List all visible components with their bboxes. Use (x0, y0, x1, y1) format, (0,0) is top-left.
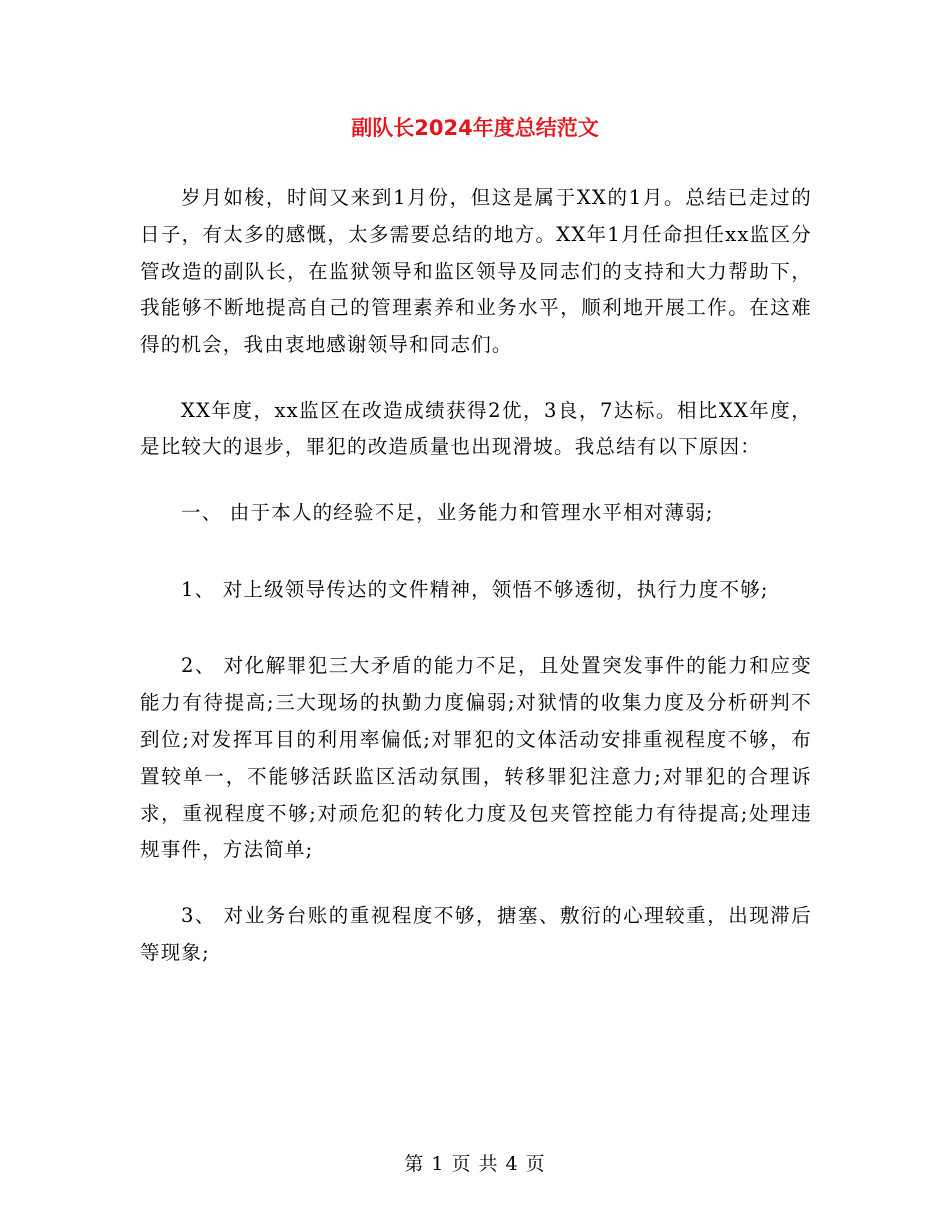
document-title: 副队长2024年度总结范文 (351, 116, 599, 140)
paragraph-reason-3: 3、 对业务台账的重视程度不够，搪塞、敷衍的心理较重，出现滞后等现象; (140, 903, 812, 964)
page-footer: 第 1 页 共 4 页 (404, 1153, 546, 1175)
document-body (140, 180, 812, 1000)
paragraph-reason-1: 1、 对上级领导传达的文件精神，领悟不够透彻，执行力度不够; (181, 577, 769, 601)
paragraph-reason-2: 2、 对化解罪犯三大矛盾的能力不足，且处置突发事件的能力和应变能力有待提高;三大现场的执勤力度偏弱;对狱情的收集力度及分析研判不到位;对发挥耳目的利用率偏低;对罪犯的文体活动安排重视程度不够，布置较单一，不能够活跃监区活动氛围，转移罪犯注意力;对罪犯的合理诉求，重视程度不够;对顽危犯的转化力度及包夹管控能力有待提高;处理违规事件，方法简单; (140, 654, 812, 862)
paragraph-intro: 岁月如梭，时间又来到1月份，但这是属于XX的1月。总结已走过的日子，有太多的感慨，太多需要总结的地方。XX年1月任命担任xx监区分管改造的副队长，在监狱领导和监区领导及同志们的支持和大力帮助下，我能够不断地提高自己的管理素养和业务水平，顺利地开展工作。在这难得的机会，我由衷地感谢领导和同志们。 (140, 186, 812, 357)
paragraph-results: XX年度，xx监区在改造成绩获得2优，3良，7达标。相比XX年度，是比较大的退步，罪犯的改造质量也出现滑坡。我总结有以下原因： (140, 398, 812, 459)
paragraph-reason-heading: 一、 由于本人的经验不足，业务能力和管理水平相对薄弱; (181, 500, 714, 524)
